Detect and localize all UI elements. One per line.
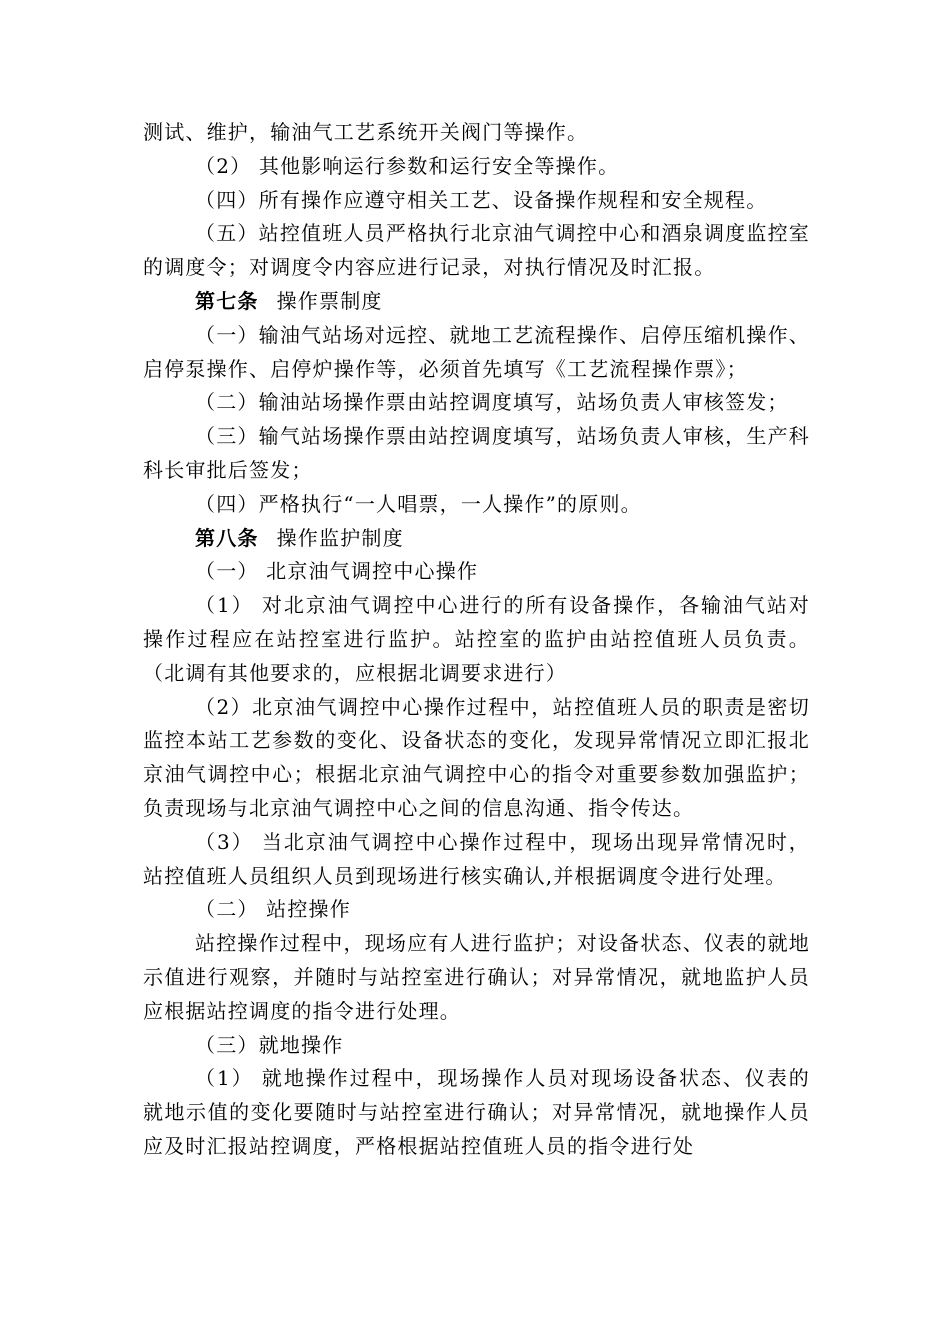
article-7-heading bbox=[143, 285, 810, 319]
article-number: 第七条 bbox=[195, 288, 259, 313]
article-title: 操作监护制度 bbox=[276, 525, 404, 550]
paragraph-15: （二） 站控操作 bbox=[195, 897, 351, 922]
article-number: 第八条 bbox=[195, 525, 259, 550]
paragraph-9: （四）严格执行“一人唱票，一人操作”的原则。 bbox=[195, 491, 642, 516]
paragraph-16: 站控操作过程中，现场应有人进行监护；对设备状态、仪表的就地示值进行观察，并随时与站控室进行确认；对异常情况，就地监护人员应根据站控调度的指令进行处理。 bbox=[143, 931, 810, 1023]
paragraph-13: （2）北京油气调控中心操作过程中，站控值班人员的职责是密切监控本站工艺参数的变化、设备状态的变化，发现异常情况立即汇报北京油气调控中心；根据北京油气调控中心的指令对重要参数加强监护；负责现场与北京油气调控中心之间的信息沟通、指令传达。 bbox=[143, 694, 810, 820]
paragraph-7: （二）输油站场操作票由站控调度填写，站场负责人审核签发； bbox=[195, 390, 789, 415]
paragraph-12: （1） 对北京油气调控中心进行的所有设备操作，各输油气站对操作过程应在站控室进行监护。站控室的监护由站控值班人员负责。（北调有其他要求的，应根据北调要求进行） bbox=[143, 593, 810, 685]
article-title: 操作票制度 bbox=[276, 288, 383, 313]
paragraph-1: 测试、维护，输油气工艺系统开关阀门等操作。 bbox=[143, 120, 589, 144]
paragraph-18: （1） 就地操作过程中，现场操作人员对现场设备状态、仪表的就地示值的变化要随时与站控室进行确认；对异常情况，就地操作人员应及时汇报站控调度，严格根据站控值班人员的指令进行处 bbox=[143, 1066, 810, 1158]
paragraph-2: （2） 其他影响运行参数和运行安全等操作。 bbox=[195, 153, 620, 178]
paragraph-3: （四）所有操作应遵守相关工艺、设备操作规程和安全规程。 bbox=[195, 187, 768, 212]
paragraph-14: （3） 当北京油气调控中心操作过程中，现场出现异常情况时，站控值班人员组织人员到现场进行核实确认,并根据调度令进行处理。 bbox=[143, 829, 810, 888]
paragraph-11: （一） 北京油气调控中心操作 bbox=[195, 559, 479, 584]
article-8-heading bbox=[143, 522, 810, 556]
paragraph-17: （三）就地操作 bbox=[195, 1032, 344, 1057]
paragraph-4: （五）站控值班人员严格执行北京油气调控中心和酒泉调度监控室的调度令；对调度令内容应进行记录，对执行情况及时汇报。 bbox=[143, 221, 810, 280]
paragraph-6: （一）输油气站场对远控、就地工艺流程操作、启停压缩机操作、启停泵操作、启停炉操作等，必须首先填写《工艺流程操作票》； bbox=[143, 322, 810, 381]
paragraph-8: （三）输气站场操作票由站控调度填写，站场负责人审核，生产科科长审批后签发； bbox=[143, 424, 810, 482]
